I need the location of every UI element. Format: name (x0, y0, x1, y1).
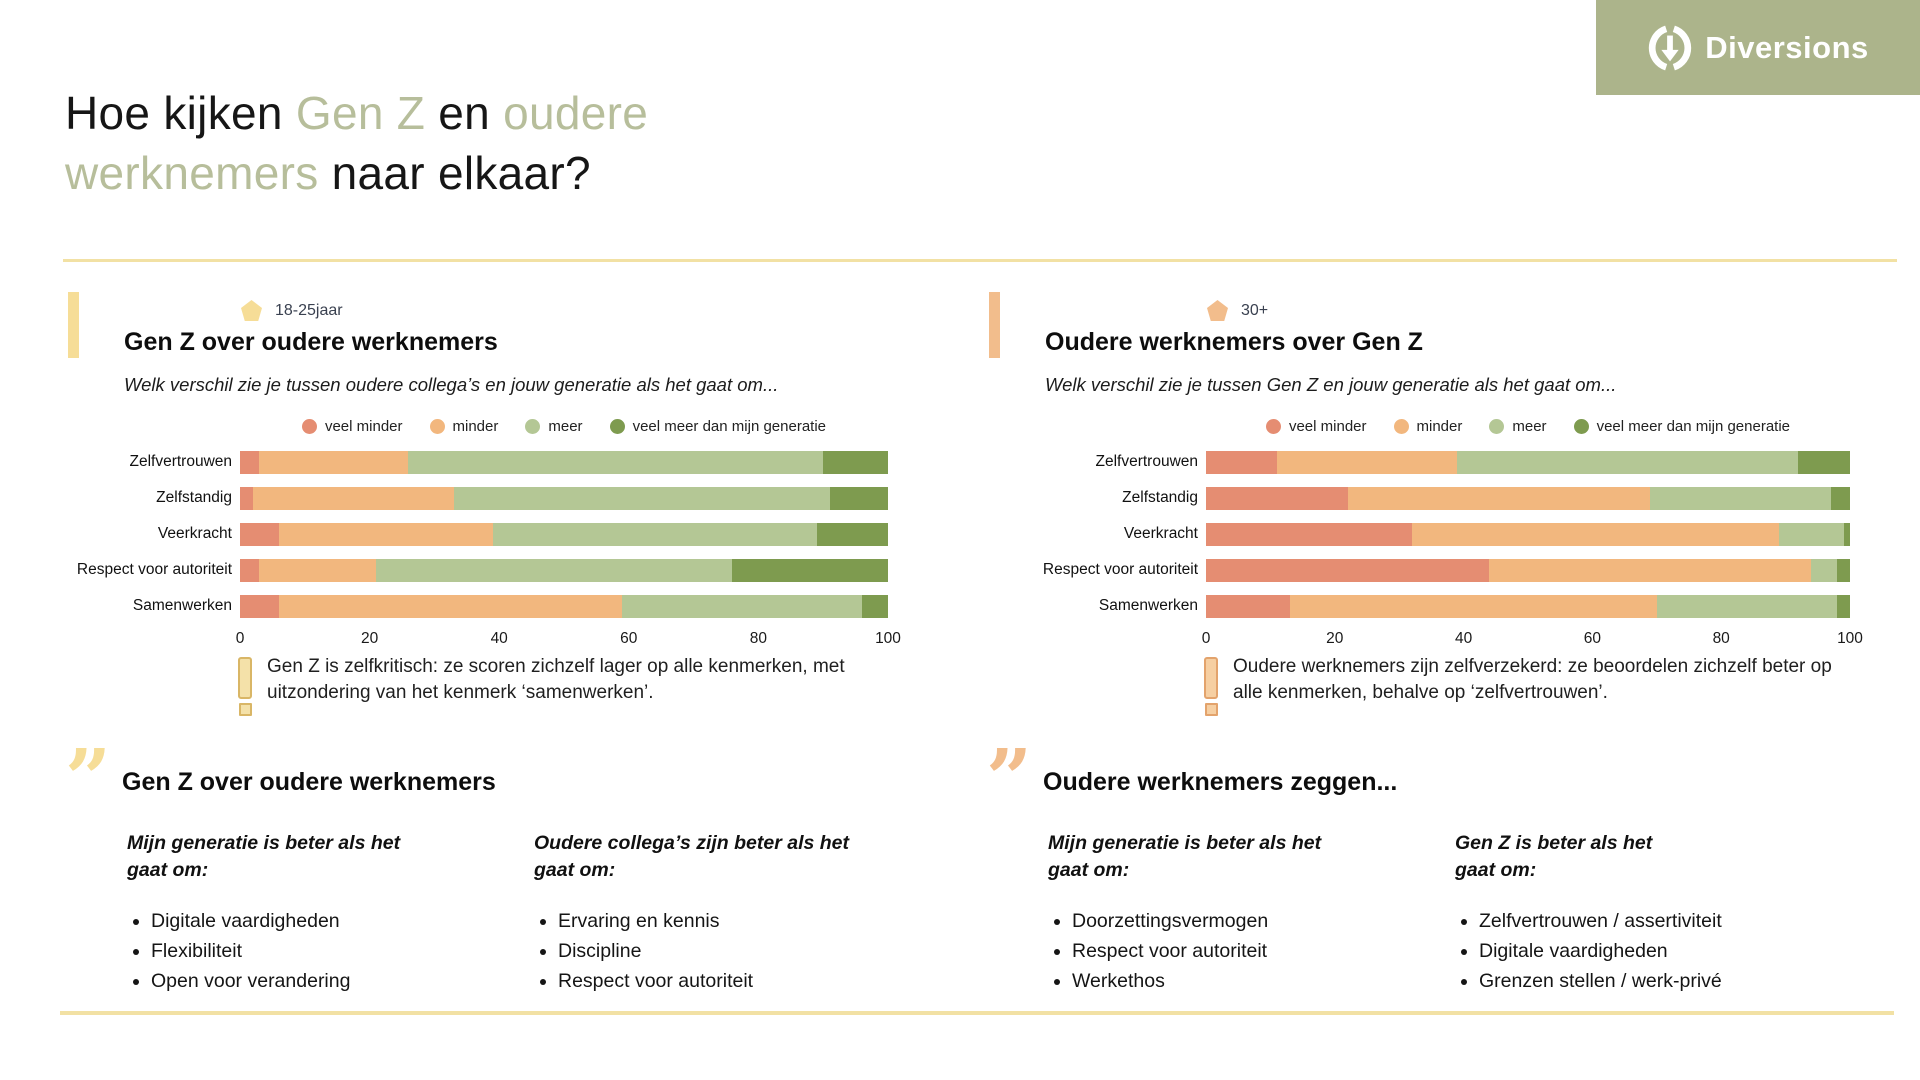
category-label: Zelfvertrouwen (129, 453, 232, 470)
list-item: • Flexibiliteit (151, 940, 467, 963)
quote-heading: Gen Z over oudere werknemers (122, 768, 496, 796)
quote-column (1048, 830, 1388, 1000)
axis-tick-label: 0 (235, 630, 245, 647)
chart-row (65, 444, 888, 480)
axis-tick-label: 60 (620, 630, 638, 647)
bar-segment (1206, 523, 1412, 546)
bar-segment (1206, 595, 1290, 618)
legend-item (302, 418, 403, 435)
chart-row (986, 552, 1850, 588)
diversions-logo-icon (1647, 25, 1693, 71)
bar-segment (1837, 595, 1850, 618)
category-label: Zelfstandig (156, 489, 232, 506)
legend-item (525, 418, 582, 435)
bar-track (240, 595, 888, 618)
title-line-1: Hoe kijken Gen Z en oudere (65, 87, 649, 139)
panel-heading: Gen Z over oudere werknemers (124, 328, 498, 356)
legend-label: veel minder (1288, 418, 1367, 435)
axis-tick-label: 0 (1201, 630, 1211, 647)
bar-segment (622, 595, 862, 618)
axis-tick-label: 20 (360, 630, 379, 647)
list-item: • Doorzettingsvermogen (1072, 910, 1388, 933)
legend-label: meer (1512, 418, 1547, 435)
x-axis (1201, 630, 1863, 652)
quote-column (127, 830, 467, 1000)
bar-segment (1831, 487, 1850, 510)
panel-genz-over-ouderen (65, 292, 923, 732)
bar-segment (259, 559, 376, 582)
legend-item (1489, 418, 1546, 435)
legend-label: veel meer dan mijn generatie (1596, 418, 1791, 435)
quote-section-genz (65, 768, 923, 998)
bar-segment (1412, 523, 1779, 546)
accent-bar (68, 292, 79, 358)
pentagon-icon (241, 300, 262, 321)
bar-track (1206, 487, 1850, 510)
legend-item (1574, 418, 1790, 435)
category-label: Respect voor autoriteit (1042, 561, 1198, 578)
brand-banner (1596, 0, 1920, 95)
panel-ouderen-over-genz (986, 292, 1886, 732)
insight-note (238, 654, 877, 716)
axis-tick-label: 40 (490, 630, 508, 647)
list-item: • Grenzen stellen / werk-privé (1479, 970, 1795, 993)
quote-column-title: Gen Z is beter als het gaat om: (1455, 832, 1653, 882)
category-label: Zelfvertrouwen (1095, 453, 1198, 470)
list-item: • Digitale vaardigheden (1479, 940, 1795, 963)
bar-segment (1657, 595, 1837, 618)
age-badge-label: 18-25jaar (275, 301, 343, 319)
quote-list (151, 910, 467, 993)
bar-track (1206, 451, 1850, 474)
axis-tick-label: 100 (875, 630, 901, 647)
axis-tick-label: 80 (1712, 630, 1730, 647)
brand-name: Diversions (1705, 29, 1869, 65)
legend-label: veel minder (324, 418, 403, 435)
list-item: • Werkethos (1072, 970, 1388, 993)
bar-segment (259, 451, 408, 474)
bar-segment (862, 595, 888, 618)
chart-row (65, 552, 888, 588)
quote-column-title: Oudere collega’s zijn beter als het gaat om: (534, 832, 849, 882)
legend-item (610, 418, 826, 435)
list-item: • Open voor verandering (151, 970, 467, 993)
bar-segment (823, 451, 888, 474)
legend-dot-icon (1489, 419, 1504, 434)
bar-segment (1811, 559, 1837, 582)
legend-dot-icon (302, 419, 317, 434)
chart-legend (1206, 418, 1850, 435)
top-divider (63, 259, 1897, 262)
bar-segment (1290, 595, 1657, 618)
bar-segment (1489, 559, 1811, 582)
quote-list (1072, 910, 1388, 993)
axis-tick-label: 60 (1583, 630, 1602, 647)
axis-tick-label: 20 (1326, 630, 1344, 647)
bar-segment (240, 451, 259, 474)
panel-subtitle: Welk verschil zie je tussen oudere collega’s en jouw generatie als het gaat om... (124, 374, 779, 395)
bar-segment (1457, 451, 1798, 474)
bar-segment (1206, 451, 1277, 474)
bar-segment (1348, 487, 1651, 510)
category-label: Veerkracht (157, 525, 232, 542)
legend-item (1266, 418, 1367, 435)
legend-dot-icon (525, 419, 540, 434)
chart-row (986, 516, 1850, 552)
bar-segment (732, 559, 888, 582)
category-label: Veerkracht (1123, 525, 1198, 542)
list-item: • Respect voor autoriteit (558, 970, 874, 993)
legend-dot-icon (430, 419, 445, 434)
bar-segment (830, 487, 888, 510)
bar-segment (1650, 487, 1830, 510)
insight-note-text: Oudere werknemers zijn zelfverzekerd: ze beoordelen zichzelf beter op alle kenmerken, behalve op ‘zelfvertrouwen’. (1233, 656, 1832, 703)
legend-item (430, 418, 499, 435)
legend-dot-icon (610, 419, 625, 434)
quote-list (558, 910, 874, 993)
page-title (65, 84, 648, 204)
quote-column-title: Mijn generatie is beter als het gaat om: (127, 832, 401, 882)
bar-segment (279, 523, 493, 546)
chart-row (65, 516, 888, 552)
bar-segment (1798, 451, 1850, 474)
bar-segment (408, 451, 823, 474)
category-label: Samenwerken (132, 597, 232, 614)
bar-segment (240, 595, 279, 618)
bar-track (240, 451, 888, 474)
quote-column (534, 830, 874, 1000)
insight-note-text: Gen Z is zelfkritisch: ze scoren zichzelf lager op alle kenmerken, met uitzondering van het kenmerk ‘samenwerken’. (267, 656, 845, 703)
panel-heading: Oudere werknemers over Gen Z (1045, 328, 1423, 356)
legend-item (1394, 418, 1463, 435)
bar-segment (1837, 559, 1850, 582)
quote-column (1455, 830, 1795, 1000)
category-label: Zelfstandig (1122, 489, 1198, 506)
bar-track (240, 523, 888, 546)
list-item: • Zelfvertrouwen / assertiviteit (1479, 910, 1795, 933)
legend-dot-icon (1574, 419, 1589, 434)
quote-section-ouderen (986, 768, 1886, 998)
bar-track (1206, 559, 1850, 582)
age-badge (1207, 300, 1268, 321)
age-badge-label: 30+ (1241, 301, 1269, 319)
list-item: • Digitale vaardigheden (151, 910, 467, 933)
x-axis (235, 630, 901, 652)
accent-bar (989, 292, 1000, 358)
bar-segment (1206, 559, 1489, 582)
quote-heading: Oudere werknemers zeggen... (1043, 768, 1398, 796)
bar-segment (376, 559, 732, 582)
bar-segment (493, 523, 817, 546)
chart-row (986, 588, 1850, 624)
list-item: • Respect voor autoriteit (1072, 940, 1388, 963)
age-badge (241, 300, 343, 321)
bar-track (240, 487, 888, 510)
insight-note (1204, 654, 1843, 716)
bar-segment (1206, 487, 1348, 510)
bar-segment (279, 595, 622, 618)
bar-segment (817, 523, 888, 546)
category-label: Respect voor autoriteit (76, 561, 232, 578)
bar-segment (240, 523, 279, 546)
legend-label: meer (548, 418, 583, 435)
legend-label: minder (1416, 418, 1463, 435)
list-item: • Discipline (558, 940, 874, 963)
bar-segment (1779, 523, 1843, 546)
panel-subtitle: Welk verschil zie je tussen Gen Z en jouw generatie als het gaat om... (1045, 374, 1617, 395)
axis-tick-label: 80 (749, 630, 768, 647)
bar-track (240, 559, 888, 582)
bar-segment (1844, 523, 1850, 546)
quote-icon (65, 738, 117, 794)
legend-label: minder (452, 418, 499, 435)
axis-tick-label: 100 (1837, 630, 1863, 647)
bar-segment (454, 487, 830, 510)
bar-segment (1277, 451, 1457, 474)
bar-segment (253, 487, 454, 510)
chart-row (65, 480, 888, 516)
chart-legend (240, 418, 888, 435)
bar-segment (240, 487, 253, 510)
bar-track (1206, 595, 1850, 618)
bar-segment (240, 559, 259, 582)
bottom-divider (60, 1011, 1894, 1015)
chart-row (65, 588, 888, 624)
legend-label: veel meer dan mijn generatie (632, 418, 827, 435)
chart-row (986, 444, 1850, 480)
axis-tick-label: 40 (1454, 630, 1473, 647)
exclamation-icon (238, 657, 252, 716)
stacked-bar-chart (65, 444, 888, 624)
chart-row (986, 480, 1850, 516)
legend-dot-icon (1394, 419, 1409, 434)
quote-column-title: Mijn generatie is beter als het gaat om: (1048, 832, 1322, 882)
category-label: Samenwerken (1098, 597, 1198, 614)
pentagon-icon (1207, 300, 1228, 321)
legend-dot-icon (1266, 419, 1281, 434)
quote-icon (986, 738, 1038, 794)
stacked-bar-chart (986, 444, 1850, 624)
title-line-2: werknemers naar elkaar? (65, 146, 591, 199)
list-item: • Ervaring en kennis (558, 910, 874, 933)
bar-track (1206, 523, 1850, 546)
exclamation-icon (1204, 657, 1218, 716)
quote-list (1479, 910, 1795, 993)
